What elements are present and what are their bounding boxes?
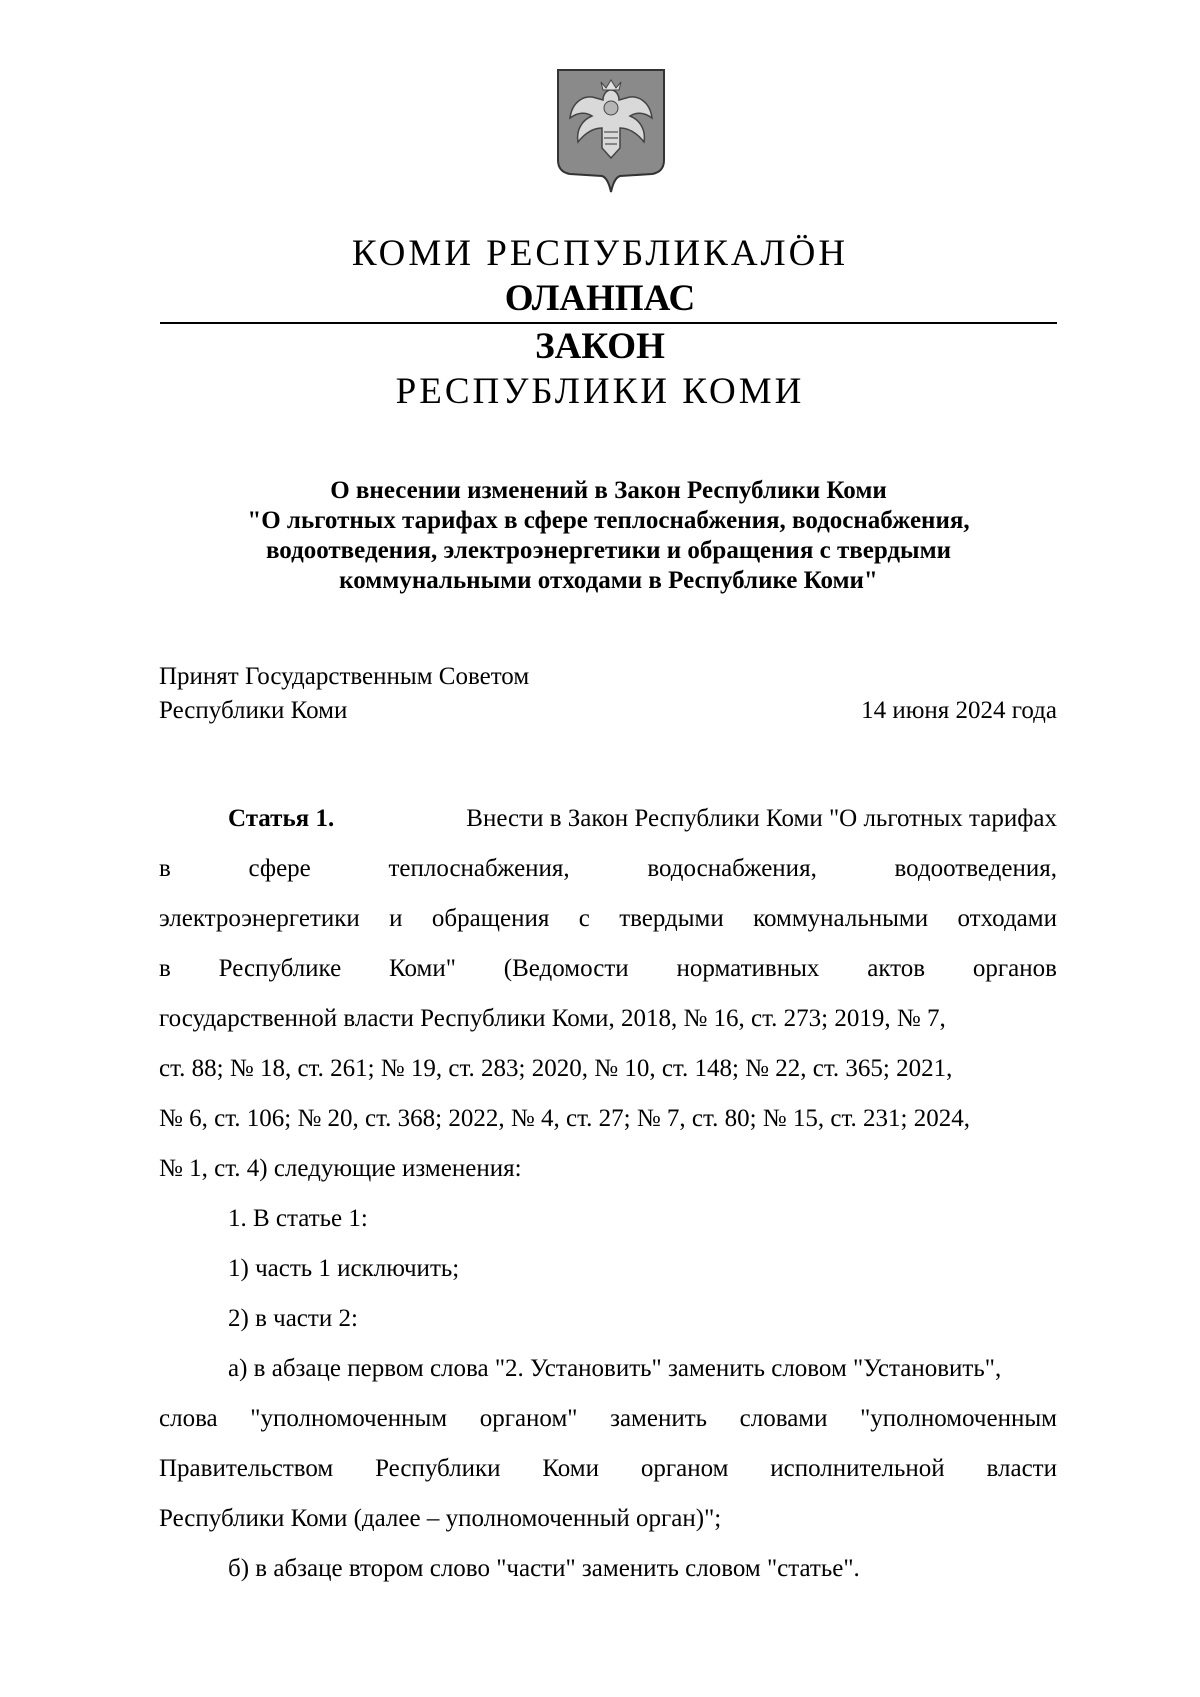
justified-word: "уполномоченным [250, 1405, 448, 1432]
justified-word: теплоснабжения, [388, 855, 570, 882]
justified-word: электроэнергетики [159, 905, 360, 932]
justified-word: сфере [248, 855, 311, 882]
justified-word: обращения [431, 905, 550, 932]
adoption-date: 14 июня 2024 года [861, 697, 1057, 724]
header-olanpas: ОЛАНПАС [504, 278, 696, 319]
justified-word: органом" [479, 1405, 578, 1432]
item-a-line [159, 1444, 1057, 1494]
item-1-1: 1) часть 1 исключить; [228, 1255, 460, 1282]
header-divider [160, 322, 1057, 324]
justified-word: власти [986, 1455, 1057, 1482]
justified-word: "уполномоченным [860, 1405, 1057, 1432]
article-line [159, 944, 1057, 994]
article-line: № 1, ст. 4) следующие изменения: [159, 1155, 522, 1182]
item-a-line: Республики Коми (далее – уполномоченный орган)"; [159, 1505, 722, 1532]
justified-word: актов [867, 955, 926, 982]
justified-word: заменить [610, 1405, 708, 1432]
justified-word: коммунальными [753, 905, 929, 932]
justified-word: в [159, 955, 171, 982]
article-first-line-text: Внести в Закон Республики Коми "О льготных тарифах [466, 805, 1057, 832]
header-republic-line: РЕСПУБЛИКИ КОМИ [395, 371, 805, 412]
justified-word: нормативных [676, 955, 820, 982]
adopted-by-line2: Республики Коми [159, 697, 348, 724]
justified-word: отходами [957, 905, 1057, 932]
justified-word: твердыми [619, 905, 724, 932]
justified-word: водоснабжения, [647, 855, 817, 882]
item-1: 1. В статье 1: [228, 1205, 368, 1232]
justified-word: Республики [375, 1455, 501, 1482]
article-body [159, 794, 1057, 1594]
law-title-line: коммунальными отходами в Республике Коми" [339, 567, 878, 594]
justified-word: исполнительной [770, 1455, 945, 1482]
article-line: государственной власти Республики Коми, 2018, № 16, ст. 273; 2019, № 7, [159, 1005, 946, 1032]
article-line: № 6, ст. 106; № 20, ст. 368; 2022, № 4, ст. 27; № 7, ст. 80; № 15, ст. 231; 2024, [159, 1105, 970, 1132]
item-b: б) в абзаце втором слово "части" заменить словом "статье". [228, 1555, 860, 1582]
header-komi-line: КОМИ РЕСПУБЛИКАЛÖН [351, 233, 849, 274]
adopted-by-line1: Принят Государственным Советом [159, 663, 530, 690]
adoption-block [159, 660, 1057, 728]
justified-word: в [159, 855, 171, 882]
justified-word: Правительством [159, 1455, 334, 1482]
law-title [160, 476, 1057, 596]
law-title-line: "О льготных тарифах в сфере теплоснабжения, водоснабжения, [247, 507, 970, 534]
justified-word: водоотведения, [894, 855, 1057, 882]
justified-word: Коми [542, 1455, 599, 1482]
item-1-2: 2) в части 2: [228, 1305, 358, 1332]
justified-word: Республике [218, 955, 342, 982]
article-line [159, 794, 1057, 844]
article-line [159, 894, 1057, 944]
header-zakon: ЗАКОН [535, 326, 665, 367]
justified-word: словами [739, 1405, 828, 1432]
justified-word: (Ведомости [503, 955, 629, 982]
article-line [159, 844, 1057, 894]
article-line: ст. 88; № 18, ст. 261; № 19, ст. 283; 2020, № 10, ст. 148; № 22, ст. 365; 2021, [159, 1055, 953, 1082]
article-label: Статья 1. [228, 805, 335, 832]
coat-of-arms-emblem [556, 68, 666, 198]
justified-word: с [578, 905, 590, 932]
law-title-line: О внесении изменений в Закон Республики Коми [330, 477, 887, 504]
justified-word: слова [159, 1405, 218, 1432]
item-a-line [159, 1394, 1057, 1444]
item-a-line: а) в абзаце первом слова "2. Установить" заменить словом "Установить", [228, 1355, 1002, 1382]
justified-word: органом [640, 1455, 729, 1482]
justified-word: и [389, 905, 403, 932]
justified-word: органов [972, 955, 1057, 982]
justified-word: Коми" [389, 955, 456, 982]
law-title-line: водоотведения, электроэнергетики и обращения с твердыми [265, 537, 952, 564]
